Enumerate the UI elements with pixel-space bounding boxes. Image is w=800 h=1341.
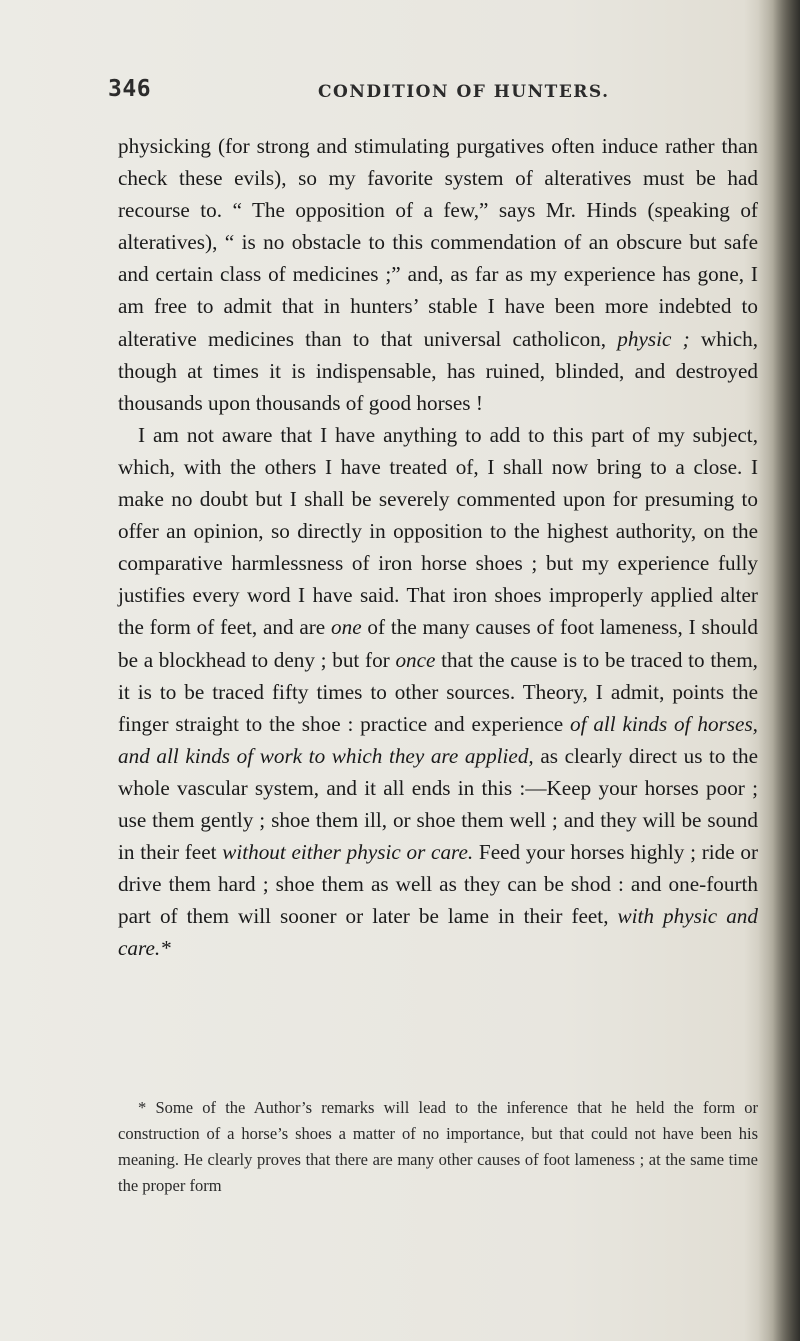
italic-text: once [395,647,436,672]
italic-text: physic ; [617,326,690,351]
text-run: as clearly direct us to the whole vascular system, and it all ends in this :—Keep your horses poor ; use them gently ; shoe them ill, or shoe them well ; and they will be sound in their feet [118,743,758,865]
page-binding-shadow [758,0,800,1341]
text-run: that the cause is to be traced to them, it is to be traced fifty times to other sources. Theory, I admit, points the finger straight to the shoe : practice and experience [118,647,758,736]
text-run: I am not aware that I have anything to add to this part of my subject, which, with the others I have treated of, I shall now bring to a close. I make no doubt but I shall be severely commented upon for presuming to offer an opinion, so directly in opposition to the highest authority, on the comparative harmlessness of iron horse shoes ; but my experience fully justifies every word I have said. That iron shoes improperly applied alter the form of feet, and are [118,422,758,640]
italic-text: one [331,615,362,640]
running-head: CONDITION OF HUNTERS. [318,82,610,102]
text-run: Feed your horses highly ; ride or drive them hard ; shoe them as well as they can be shod : and one-fourth part of them will sooner or later be lame in their feet, [118,840,758,929]
body-text [118,130,758,964]
italic-text: of all kinds of horses, and all kinds of work to which they are applied, [118,711,758,768]
footnote-text: * Some of the Author’s remarks will lead to the inference that he held the form or construction of a horse’s shoes a matter of no importance, but that could not have been his meaning. He clearly proves that there are many other causes of foot lameness ; at the same time the proper form [118,1098,758,1195]
text-run: of the many causes of foot lameness, I should be a blockhead to deny ; but for [118,615,758,672]
italic-text: with physic and care.* [118,904,758,961]
italic-text: without either physic or care. [222,840,474,865]
paragraph [118,419,758,965]
text-run: which, though at times it is indispensable, has ruined, blinded, and destroyed thousands upon thousands of good horses ! [118,326,758,415]
page-header [108,76,758,112]
page-number: 346 [108,76,152,102]
text-run: physicking (for strong and stimulating purgatives often induce rather than check these evils), so my favorite system of alteratives must be had recourse to. “ The opposition of a few,” says Mr. Hinds (speaking of alteratives), “ is no obstacle to this commendation of an obscure but safe and certain class of medicines ;” and, as far as my experience has gone, I am free to admit that in hunters’ stable I have been more indebted to alterative medicines than to that universal catholicon, [118,134,758,351]
footnote [118,1095,758,1199]
paragraph [118,130,758,419]
